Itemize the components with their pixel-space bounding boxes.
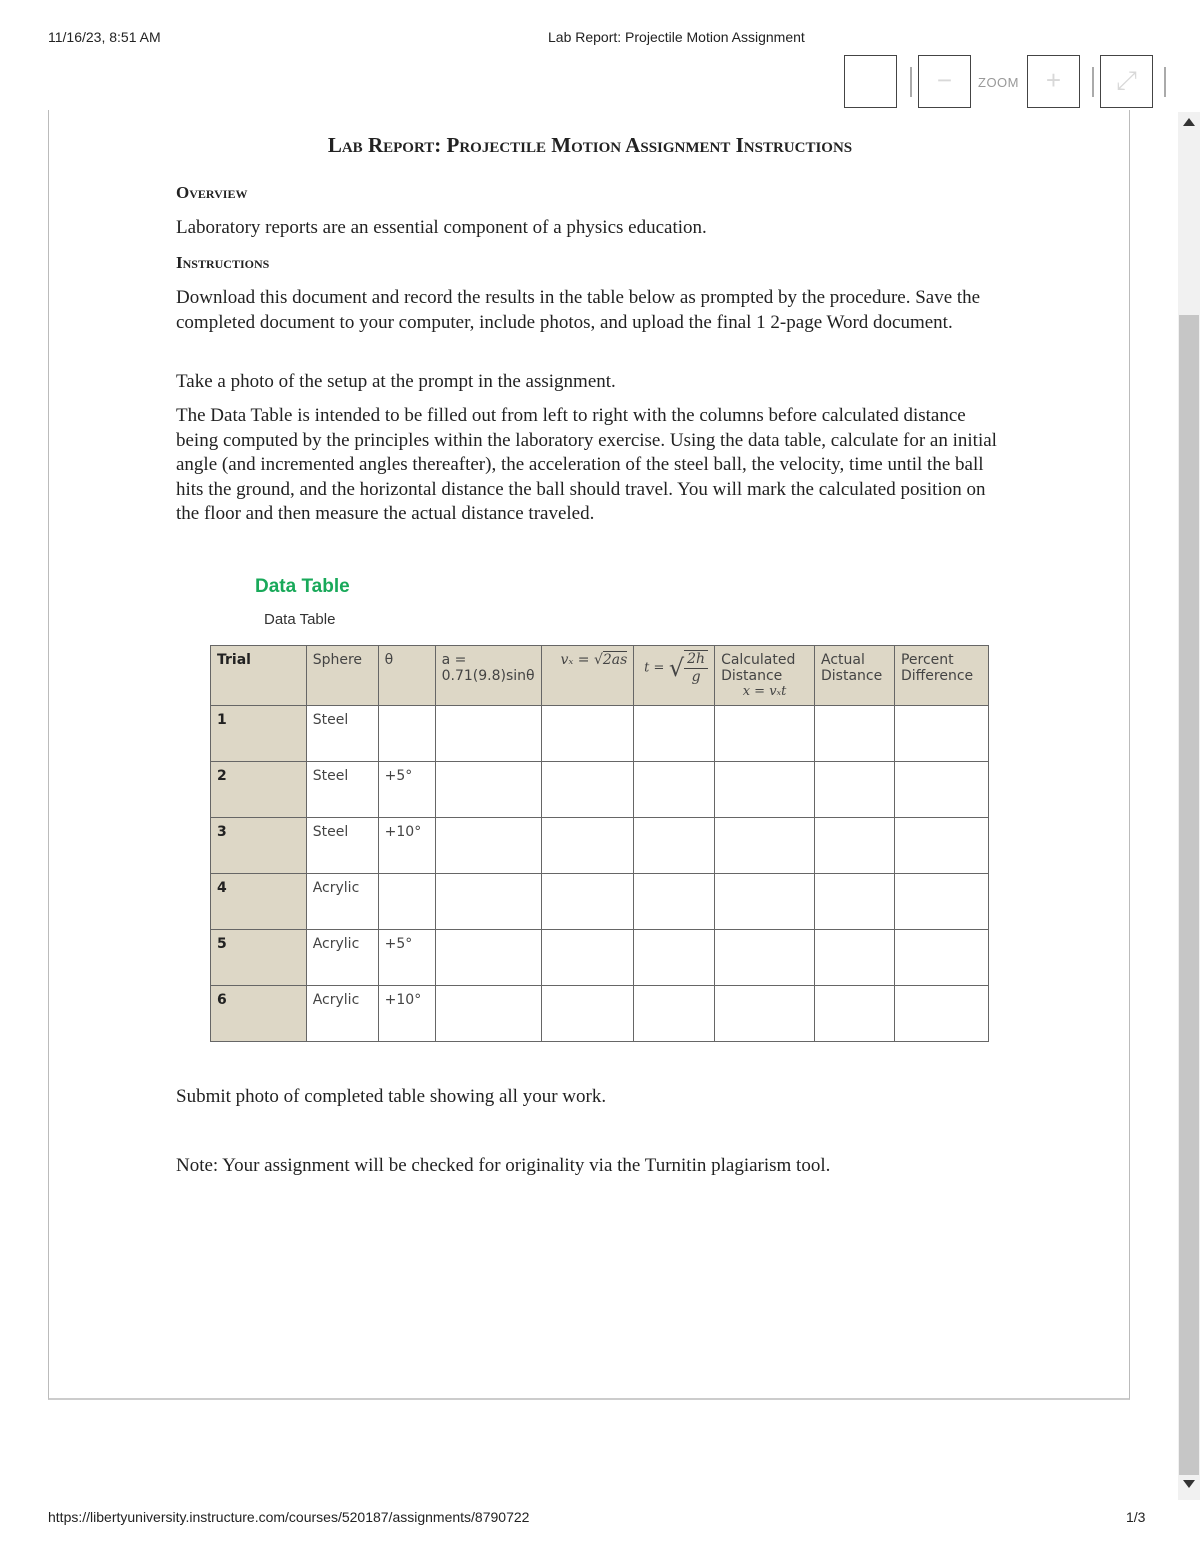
calculated-distance-cell [715, 762, 815, 818]
sphere-cell: Steel [306, 762, 378, 818]
time-cell [634, 874, 715, 930]
percent-difference-cell [894, 762, 988, 818]
actual-distance-cell [815, 706, 895, 762]
calc-formula: x = vₓt [742, 684, 787, 699]
calc-label-2: Distance [721, 668, 783, 684]
header-percent-difference [894, 646, 988, 706]
velocity-formula-radicand: 2as [602, 652, 628, 668]
actual-label-2: Distance [821, 668, 883, 684]
toolbar-divider [910, 67, 912, 97]
acceleration-cell [435, 762, 541, 818]
zoom-label: ZOOM [978, 75, 1019, 90]
header-acceleration [435, 646, 541, 706]
header-time [634, 646, 715, 706]
theta-cell: +5° [378, 930, 435, 986]
percent-label-1: Percent [900, 652, 954, 668]
scroll-down-arrow-icon[interactable] [1183, 1480, 1195, 1488]
calculated-distance-cell [715, 706, 815, 762]
acceleration-cell [435, 706, 541, 762]
overview-heading: Overview [176, 183, 248, 202]
data-table-heading: Data Table [255, 576, 350, 597]
theta-cell: +10° [378, 818, 435, 874]
instructions-paragraph-1: Download this document and record the results in the table below as prompted by the procedure. Save the completed document to your computer, include photos, and upload the final 1 2-page Word document. [176, 287, 981, 333]
table-row [211, 930, 989, 986]
actual-distance-cell [815, 930, 895, 986]
sphere-cell: Acrylic [306, 930, 378, 986]
fullscreen-button[interactable] [1100, 55, 1153, 108]
minus-icon: − [936, 65, 953, 95]
actual-distance-cell [815, 986, 895, 1042]
table-header-row [211, 646, 989, 706]
overview-paragraph: Laboratory reports are an essential component of a physics education. [176, 217, 707, 238]
instructions-heading: Instructions [176, 253, 270, 272]
sphere-cell: Acrylic [306, 874, 378, 930]
time-cell [634, 706, 715, 762]
sphere-cell: Steel [306, 818, 378, 874]
originality-note: Note: Your assignment will be checked for originality via the Turnitin plagiarism tool. [176, 1155, 831, 1176]
sphere-cell: Acrylic [306, 986, 378, 1042]
table-row [211, 874, 989, 930]
acceleration-cell [435, 986, 541, 1042]
acceleration-formula-line-1: a = [441, 652, 467, 668]
time-cell [634, 818, 715, 874]
actual-distance-cell [815, 874, 895, 930]
document-title: Lab Report: Projectile Motion Assignment Instructions [327, 133, 853, 157]
zoom-in-button[interactable] [1027, 55, 1080, 108]
header-trial: Trial [211, 646, 307, 706]
page-url: https://libertyuniversity.instructure.com/courses/520187/assignments/8790722 [48, 1509, 530, 1525]
percent-difference-cell [894, 986, 988, 1042]
scroll-up-arrow-icon[interactable] [1183, 118, 1195, 126]
calculated-distance-cell [715, 986, 815, 1042]
trial-cell: 6 [211, 986, 307, 1042]
percent-difference-cell [894, 874, 988, 930]
time-cell [634, 986, 715, 1042]
header-calculated-distance [715, 646, 815, 706]
percent-label-2: Difference [900, 668, 974, 684]
velocity-cell [541, 874, 634, 930]
data-table [210, 645, 989, 1042]
data-table-caption: Data Table [264, 611, 336, 628]
table-row [211, 818, 989, 874]
sphere-cell: Steel [306, 706, 378, 762]
velocity-cell [541, 706, 634, 762]
acceleration-cell [435, 818, 541, 874]
time-formula-numerator: 2h [684, 651, 708, 669]
velocity-cell [541, 986, 634, 1042]
calculated-distance-cell [715, 874, 815, 930]
sqrt-icon: √ [593, 652, 603, 668]
calculated-distance-cell [715, 930, 815, 986]
scrollbar-thumb[interactable] [1179, 315, 1199, 1475]
acceleration-formula-line-2: 0.71(9.8)sinθ [441, 668, 535, 684]
velocity-cell [541, 762, 634, 818]
sqrt-icon: √ [668, 654, 685, 682]
header-actual-distance [815, 646, 895, 706]
time-cell [634, 930, 715, 986]
acceleration-cell [435, 874, 541, 930]
table-row [211, 706, 989, 762]
trial-cell: 5 [211, 930, 307, 986]
percent-difference-cell [894, 706, 988, 762]
velocity-cell [541, 818, 634, 874]
print-date: 11/16/23, 8:51 AM [48, 29, 161, 45]
percent-difference-cell [894, 930, 988, 986]
theta-cell: +5° [378, 762, 435, 818]
actual-label-1: Actual [821, 652, 865, 668]
trial-cell: 1 [211, 706, 307, 762]
fit-page-button[interactable] [844, 55, 897, 108]
percent-difference-cell [894, 818, 988, 874]
submit-instruction: Submit photo of completed table showing all your work. [176, 1086, 607, 1107]
velocity-cell [541, 930, 634, 986]
instructions-paragraph-3: The Data Table is intended to be filled out from left to right with the columns before calculated distance being computed by the principles within the laboratory exercise. Using the data table, calculate for an initial angle (and incremented angles thereafter), the acceleration of the steel ball, the velocity, time until the ball hits the ground, and the horizontal distance the ball should travel. You will mark the calculated position on the floor and then measure the actual distance traveled. [176, 405, 997, 524]
velocity-formula-lhs: vₓ = [560, 652, 590, 668]
theta-cell [378, 874, 435, 930]
calc-label-1: Calculated [721, 652, 796, 668]
time-fraction [684, 650, 708, 686]
expand-icon: ⤢ [1116, 65, 1137, 95]
calculated-distance-cell [715, 818, 815, 874]
actual-distance-cell [815, 762, 895, 818]
table-row [211, 762, 989, 818]
actual-distance-cell [815, 818, 895, 874]
trial-cell: 4 [211, 874, 307, 930]
instructions-paragraph-2: Take a photo of the setup at the prompt in the assignment. [176, 371, 616, 392]
trial-cell: 2 [211, 762, 307, 818]
trial-cell: 3 [211, 818, 307, 874]
time-formula-denominator: g [691, 669, 701, 685]
plus-icon: + [1045, 65, 1062, 95]
page-number: 1/3 [1126, 1509, 1146, 1525]
toolbar-divider [1092, 67, 1094, 97]
zoom-out-button[interactable] [918, 55, 971, 108]
theta-cell: +10° [378, 986, 435, 1042]
time-cell [634, 762, 715, 818]
time-formula-lhs: t = [644, 660, 665, 676]
theta-cell [378, 706, 435, 762]
table-row [211, 986, 989, 1042]
header-theta: θ [378, 646, 435, 706]
acceleration-cell [435, 930, 541, 986]
toolbar-divider [1164, 67, 1166, 97]
header-velocity [541, 646, 634, 706]
header-sphere: Sphere [306, 646, 378, 706]
print-page-title: Lab Report: Projectile Motion Assignment [548, 29, 805, 45]
